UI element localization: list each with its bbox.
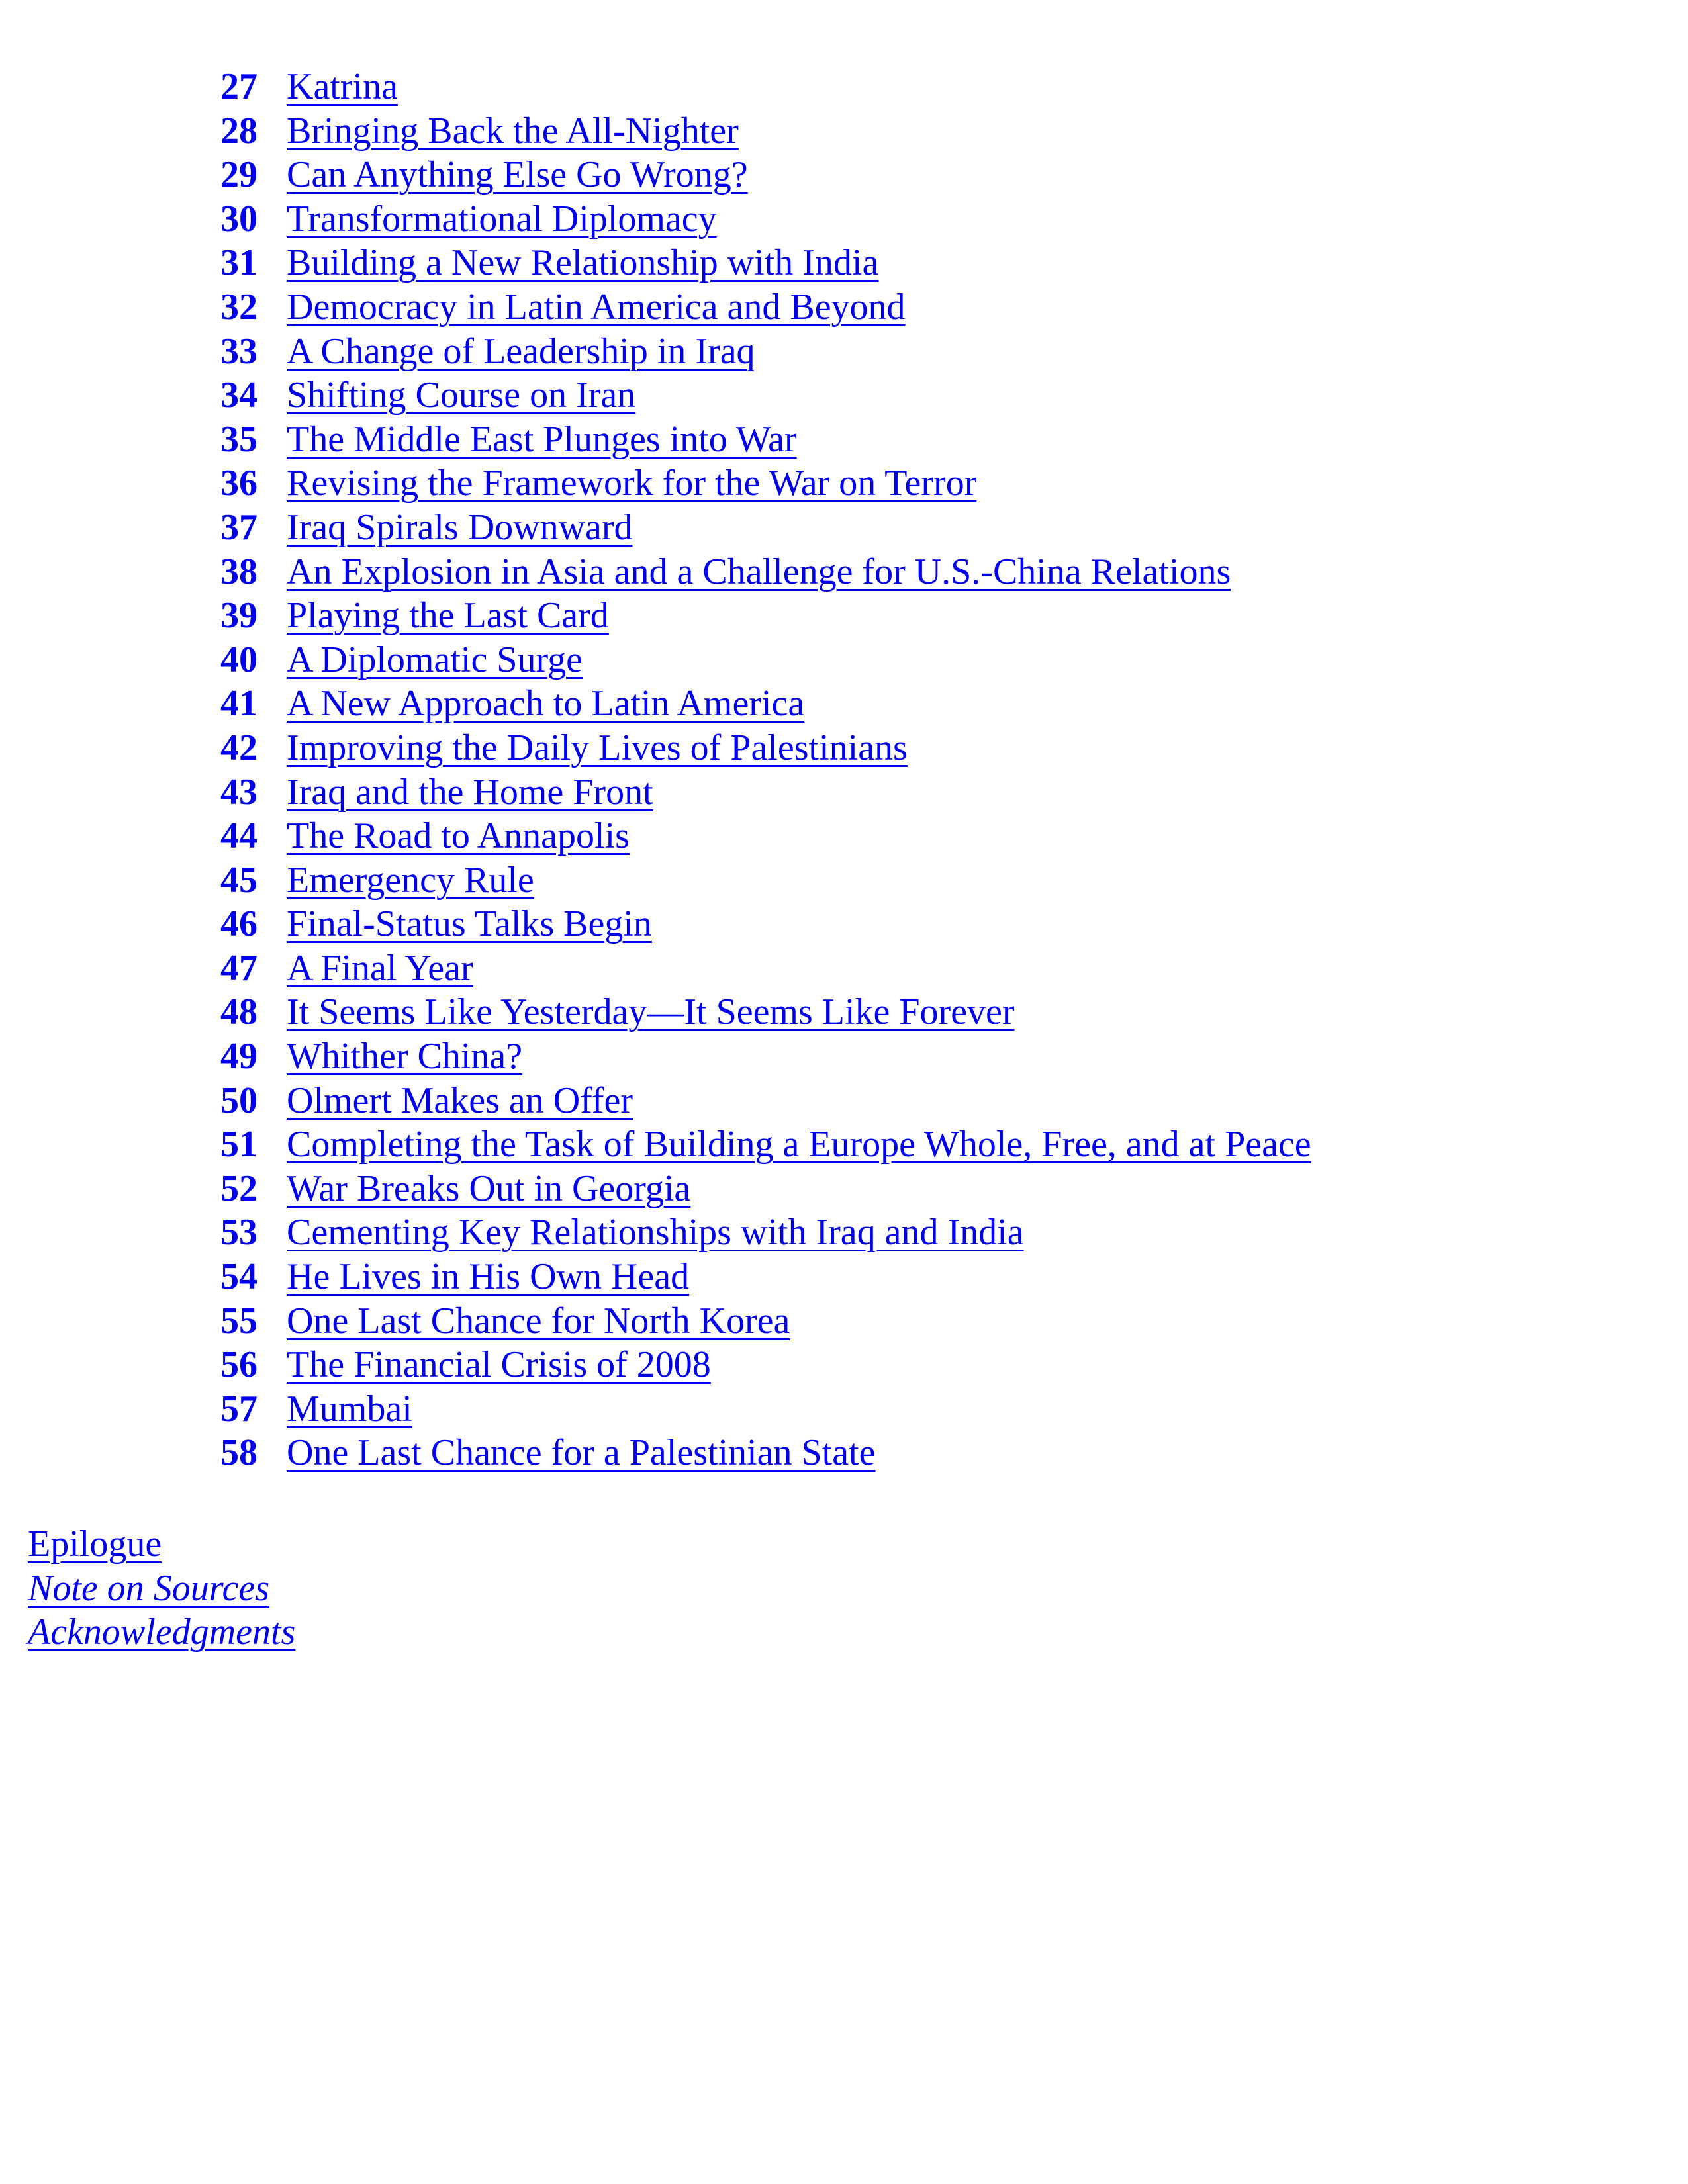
chapter-link[interactable]: [220, 594, 609, 638]
chapter-gap: [259, 285, 287, 330]
chapter-link[interactable]: [220, 241, 878, 285]
chapter-gap: [259, 1034, 287, 1079]
chapter-link[interactable]: [220, 461, 976, 506]
back-matter-item: [28, 1567, 295, 1611]
chapter-number: 52: [220, 1167, 258, 1209]
chapter-title: It Seems Like Yesterday—It Seems Like Forever: [287, 991, 1015, 1033]
chapter-gap: [259, 726, 287, 770]
acknowledgments-link[interactable]: Acknowledgments: [28, 1612, 296, 1653]
chapter-gap: [259, 1079, 287, 1123]
chapter-title: Can Anything Else Go Wrong?: [287, 154, 748, 196]
chapter-number: 34: [220, 375, 258, 416]
chapter-number: 54: [220, 1256, 258, 1298]
chapter-number: 36: [220, 463, 258, 504]
chapter-title: Bringing Back the All-Nighter: [287, 110, 739, 152]
chapter-link[interactable]: [220, 858, 534, 903]
chapter-link[interactable]: [220, 990, 1015, 1034]
chapter-gap: [259, 814, 287, 858]
chapter-link[interactable]: [220, 726, 908, 770]
chapter-link[interactable]: [220, 1122, 1311, 1167]
chapter-item: [220, 1387, 1311, 1432]
chapter-gap: [259, 197, 287, 242]
chapter-number: 38: [220, 551, 258, 592]
back-matter-list: [28, 1522, 295, 1655]
chapter-title: A Change of Leadership in Iraq: [287, 330, 755, 372]
chapter-item: [220, 1299, 1311, 1343]
chapter-gap: [259, 373, 287, 418]
chapter-number: 41: [220, 683, 258, 725]
chapter-number: 40: [220, 639, 258, 680]
chapter-title: Iraq Spirals Downward: [287, 506, 633, 548]
chapter-item: [220, 285, 1311, 330]
chapter-number: 44: [220, 815, 258, 857]
chapter-item: [220, 1210, 1311, 1255]
chapter-gap: [259, 1167, 287, 1211]
chapter-number: 33: [220, 330, 258, 372]
chapter-gap: [259, 550, 287, 594]
chapter-number: 47: [220, 947, 258, 989]
chapter-item: [220, 594, 1311, 638]
chapter-gap: [259, 1299, 287, 1343]
chapter-item: [220, 1255, 1311, 1299]
chapter-title: One Last Chance for a Palestinian State: [287, 1432, 876, 1474]
chapter-number: 57: [220, 1388, 258, 1430]
chapter-title: Final-Status Talks Begin: [287, 903, 652, 945]
back-matter-item: [28, 1522, 295, 1567]
chapter-gap: [259, 638, 287, 682]
chapter-link[interactable]: [220, 1299, 790, 1343]
chapter-link[interactable]: [220, 109, 739, 154]
epilogue-link[interactable]: Epilogue: [28, 1524, 162, 1565]
chapter-item: [220, 1167, 1311, 1211]
chapter-title: Whither China?: [287, 1036, 523, 1077]
chapter-number: 30: [220, 198, 258, 240]
chapter-link[interactable]: [220, 1210, 1024, 1255]
chapter-number: 42: [220, 727, 258, 768]
back-matter-item: [28, 1610, 295, 1655]
chapter-item: [220, 330, 1311, 374]
chapter-gap: [259, 1122, 287, 1167]
chapter-title: Katrina: [287, 66, 398, 107]
chapter-item: [220, 418, 1311, 462]
chapter-gap: [259, 770, 287, 815]
chapter-number: 28: [220, 110, 258, 152]
chapter-number: 51: [220, 1124, 258, 1165]
chapter-item: [220, 1122, 1311, 1167]
chapter-gap: [259, 1255, 287, 1299]
chapter-gap: [259, 153, 287, 197]
chapter-item: [220, 858, 1311, 903]
chapter-link[interactable]: [220, 1255, 689, 1299]
chapter-item: [220, 1079, 1311, 1123]
chapter-item: [220, 638, 1311, 682]
chapter-number: 53: [220, 1212, 258, 1253]
chapter-link[interactable]: [220, 550, 1231, 594]
chapter-gap: [259, 858, 287, 903]
chapter-item: [220, 1343, 1311, 1387]
chapter-number: 46: [220, 903, 258, 945]
chapter-title: Building a New Relationship with India: [287, 242, 879, 284]
chapter-number: 49: [220, 1036, 258, 1077]
chapter-item: [220, 946, 1311, 991]
chapter-gap: [259, 990, 287, 1034]
chapter-item: [220, 726, 1311, 770]
chapter-number: 37: [220, 506, 258, 548]
chapter-link[interactable]: [220, 638, 583, 682]
chapter-gap: [259, 1210, 287, 1255]
chapter-title: One Last Chance for North Korea: [287, 1300, 790, 1342]
chapter-gap: [259, 682, 287, 726]
chapter-title: The Financial Crisis of 2008: [287, 1344, 711, 1386]
chapter-number: 39: [220, 595, 258, 637]
chapter-title: Cementing Key Relationships with Iraq and India: [287, 1212, 1024, 1253]
chapter-number: 55: [220, 1300, 258, 1342]
chapter-number: 43: [220, 771, 258, 813]
chapter-item: [220, 241, 1311, 285]
chapter-number: 45: [220, 859, 258, 901]
chapter-title: He Lives in His Own Head: [287, 1256, 690, 1298]
chapter-item: [220, 1431, 1311, 1475]
chapter-item: [220, 197, 1311, 242]
chapter-item: [220, 902, 1311, 946]
chapter-item: [220, 461, 1311, 506]
chapter-gap: [259, 241, 287, 285]
chapter-link[interactable]: [220, 153, 748, 197]
chapter-title: A Diplomatic Surge: [287, 639, 583, 680]
chapter-link[interactable]: [220, 1431, 876, 1475]
chapter-gap: [259, 461, 287, 506]
chapter-number: 56: [220, 1344, 258, 1386]
chapter-gap: [259, 902, 287, 946]
chapter-gap: [259, 1431, 287, 1475]
chapter-gap: [259, 594, 287, 638]
chapter-link[interactable]: [220, 1387, 412, 1432]
chapter-number: 48: [220, 991, 258, 1033]
chapter-gap: [259, 65, 287, 109]
chapter-title: Iraq and the Home Front: [287, 771, 653, 813]
chapter-title: The Road to Annapolis: [287, 815, 630, 857]
chapter-title: Emergency Rule: [287, 859, 534, 901]
chapter-title: Shifting Course on Iran: [287, 375, 636, 416]
chapter-title: Completing the Task of Building a Europe Whole, Free, and at Peace: [287, 1124, 1311, 1165]
chapter-gap: [259, 418, 287, 462]
chapter-item: [220, 153, 1311, 197]
chapter-number: 32: [220, 286, 258, 328]
chapter-title: Mumbai: [287, 1388, 412, 1430]
chapter-link[interactable]: [220, 330, 755, 374]
chapter-number: 31: [220, 242, 258, 284]
chapter-link[interactable]: [220, 1034, 522, 1079]
chapter-title: Democracy in Latin America and Beyond: [287, 286, 906, 328]
chapter-item: [220, 770, 1311, 815]
note-on-sources-link[interactable]: Note on Sources: [28, 1567, 269, 1609]
chapter-number: 58: [220, 1432, 258, 1474]
chapter-item: [220, 990, 1311, 1034]
chapter-link[interactable]: [220, 418, 797, 462]
chapter-title: Improving the Daily Lives of Palestinians: [287, 727, 908, 768]
chapter-link[interactable]: [220, 285, 906, 330]
chapter-link[interactable]: [220, 197, 717, 242]
chapter-link[interactable]: [220, 65, 398, 109]
chapter-title: War Breaks Out in Georgia: [287, 1167, 691, 1209]
chapter-link[interactable]: [220, 1079, 633, 1123]
chapter-item: [220, 1034, 1311, 1079]
chapter-link[interactable]: [220, 1343, 711, 1387]
chapter-gap: [259, 1387, 287, 1432]
chapter-link[interactable]: [220, 373, 635, 418]
chapter-item: [220, 814, 1311, 858]
chapter-link[interactable]: [220, 770, 653, 815]
chapter-title: The Middle East Plunges into War: [287, 418, 797, 460]
chapter-item: [220, 682, 1311, 726]
chapter-link[interactable]: [220, 902, 652, 946]
chapter-title: An Explosion in Asia and a Challenge for U.S.-China Relations: [287, 551, 1231, 592]
chapter-title: Playing the Last Card: [287, 595, 609, 637]
chapter-link[interactable]: [220, 1167, 690, 1211]
chapter-title: Olmert Makes an Offer: [287, 1079, 633, 1121]
chapter-link[interactable]: [220, 814, 630, 858]
chapter-gap: [259, 946, 287, 991]
chapter-link[interactable]: [220, 506, 633, 550]
chapter-number: 35: [220, 418, 258, 460]
chapter-number: 29: [220, 154, 258, 196]
chapter-list: [220, 65, 1311, 1475]
chapter-item: [220, 506, 1311, 550]
chapter-gap: [259, 109, 287, 154]
chapter-item: [220, 65, 1311, 109]
chapter-item: [220, 373, 1311, 418]
chapter-link[interactable]: [220, 946, 473, 991]
chapter-gap: [259, 1343, 287, 1387]
chapter-item: [220, 550, 1311, 594]
chapter-title: A Final Year: [287, 947, 473, 989]
chapter-gap: [259, 506, 287, 550]
chapter-link[interactable]: [220, 682, 804, 726]
chapter-item: [220, 109, 1311, 154]
chapter-number: 27: [220, 66, 258, 107]
chapter-title: Transformational Diplomacy: [287, 198, 717, 240]
chapter-title: Revising the Framework for the War on Terror: [287, 463, 977, 504]
chapter-gap: [259, 330, 287, 374]
chapter-title: A New Approach to Latin America: [287, 683, 805, 725]
chapter-number: 50: [220, 1079, 258, 1121]
